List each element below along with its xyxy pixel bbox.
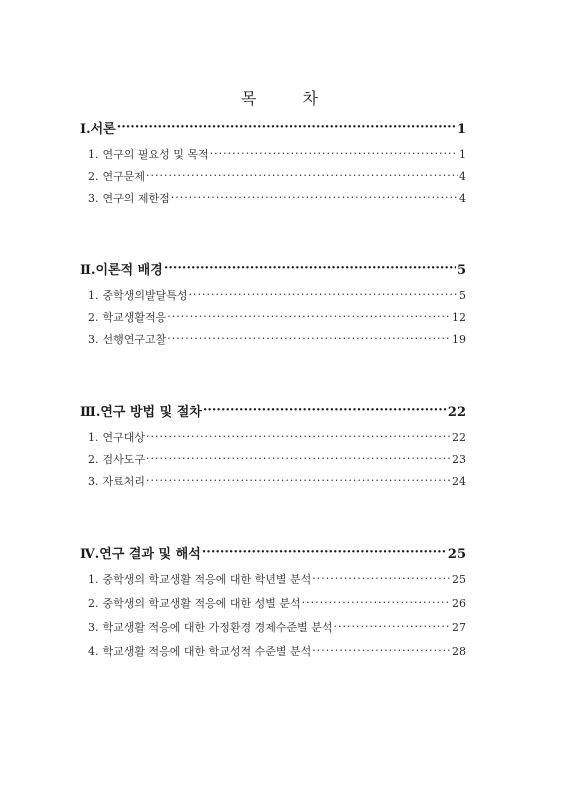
toc-item-2-1[interactable]: [80, 287, 466, 303]
dot-leader: [117, 120, 456, 133]
item-label: 학교생활 적응에 대한 가정환경 경제수준별 분석: [102, 621, 333, 634]
toc-chapter-4[interactable]: [80, 543, 466, 561]
toc-item-3-3[interactable]: [80, 473, 466, 489]
dot-leader: [334, 620, 451, 631]
chapter-page-number: 25: [447, 547, 466, 562]
item-number: 4.: [88, 645, 99, 658]
item-number: 2.: [88, 170, 99, 183]
toc-item-2-2[interactable]: [80, 309, 466, 325]
item-label: 검사도구: [102, 453, 146, 466]
toc-item-1-1[interactable]: [80, 146, 466, 162]
dot-leader: [302, 596, 451, 607]
chapter-page-number: 1: [456, 122, 466, 137]
item-label: 중학생의발달특성: [102, 289, 188, 302]
chapter-label: Ⅳ.연구 결과 및 해석: [80, 547, 201, 562]
item-page-number: 23: [452, 453, 466, 466]
item-number: 2.: [88, 453, 99, 466]
item-number: 1.: [88, 431, 99, 444]
item-label: 중학생의 학교생활 적응에 대한 성별 분석: [102, 597, 301, 610]
item-label: 연구의 필요성 및 목적: [102, 148, 209, 161]
item-label: 학교생활 적응에 대한 학교성적 수준별 분석: [102, 645, 312, 658]
dot-leader: [146, 169, 458, 180]
item-page-number: 4: [459, 170, 466, 183]
toc-item-4-4[interactable]: [80, 643, 466, 659]
item-number: 3.: [88, 333, 99, 346]
item-number: 2.: [88, 597, 99, 610]
item-page-number: 26: [452, 597, 466, 610]
item-page-number: 28: [452, 645, 466, 658]
dot-leader: [167, 310, 451, 321]
item-page-number: 25: [452, 573, 466, 586]
dot-leader: [167, 332, 451, 343]
item-label: 자료처리: [102, 475, 146, 488]
item-label: 연구의 제한점: [102, 192, 170, 205]
dot-leader: [312, 572, 451, 583]
item-label: 학교생활적응: [102, 311, 167, 324]
dot-leader: [189, 288, 458, 299]
toc-chapter-2[interactable]: [80, 259, 466, 277]
dot-leader: [146, 452, 451, 463]
toc-item-2-3[interactable]: [80, 331, 466, 347]
item-page-number: 22: [452, 431, 466, 444]
item-label: 연구문제: [102, 170, 146, 183]
toc-item-1-2[interactable]: [80, 168, 466, 184]
toc-item-3-2[interactable]: [80, 451, 466, 467]
item-page-number: 1: [459, 148, 466, 161]
item-number: 1.: [88, 289, 99, 302]
toc-item-4-3[interactable]: [80, 619, 466, 635]
toc-item-1-3[interactable]: [80, 190, 466, 206]
toc-chapter-1[interactable]: [80, 118, 466, 136]
item-number: 2.: [88, 311, 99, 324]
item-number: 1.: [88, 573, 99, 586]
dot-leader: [146, 430, 451, 441]
dot-leader: [164, 261, 456, 274]
dot-leader: [146, 474, 451, 485]
chapter-label: Ⅱ.이론적 배경: [80, 263, 163, 278]
item-number: 3.: [88, 192, 99, 205]
toc-title-left: 목: [241, 89, 259, 108]
dot-leader: [203, 403, 447, 416]
item-page-number: 24: [452, 475, 466, 488]
item-label: 연구대상: [102, 431, 146, 444]
toc-title: [0, 86, 561, 109]
chapter-page-number: 5: [456, 263, 466, 278]
toc-item-4-2[interactable]: [80, 595, 466, 611]
chapter-page-number: 22: [447, 405, 466, 420]
item-number: 1.: [88, 148, 99, 161]
item-label: 선행연구고찰: [102, 333, 167, 346]
toc-item-4-1[interactable]: [80, 571, 466, 587]
toc-chapter-3[interactable]: [80, 401, 466, 419]
dot-leader: [171, 191, 458, 202]
item-number: 3.: [88, 621, 99, 634]
dot-leader: [312, 644, 451, 655]
toc-title-right: 차: [302, 89, 320, 108]
item-page-number: 27: [452, 621, 466, 634]
chapter-label: Ⅰ.서론: [80, 122, 116, 137]
item-page-number: 12: [452, 311, 466, 324]
toc-item-3-1[interactable]: [80, 429, 466, 445]
item-number: 3.: [88, 475, 99, 488]
dot-leader: [210, 147, 458, 158]
item-page-number: 5: [459, 289, 466, 302]
dot-leader: [202, 545, 447, 558]
chapter-label: Ⅲ.연구 방법 및 절차: [80, 405, 202, 420]
item-page-number: 4: [459, 192, 466, 205]
item-label: 중학생의 학교생활 적응에 대한 학년별 분석: [102, 573, 312, 586]
item-page-number: 19: [452, 333, 466, 346]
